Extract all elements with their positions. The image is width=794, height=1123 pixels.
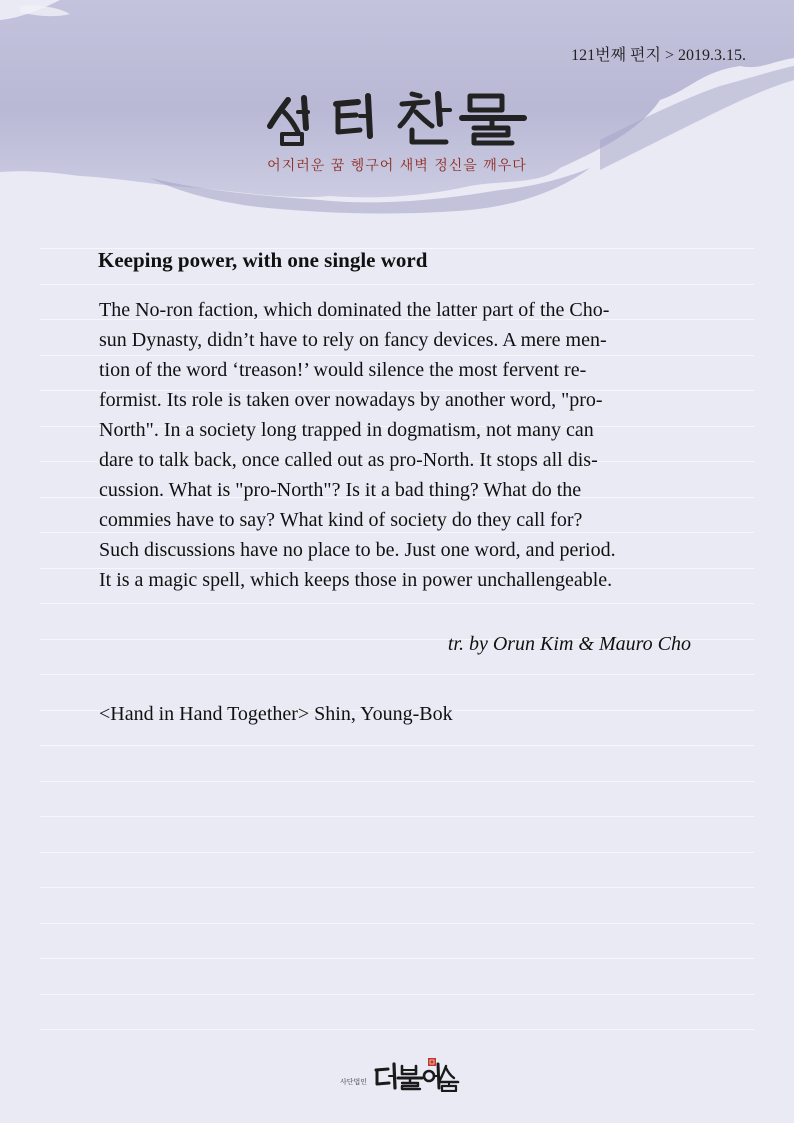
ruled-line bbox=[40, 958, 754, 959]
issue-date: 2019.3.15. bbox=[678, 47, 746, 64]
ruled-line bbox=[40, 1029, 754, 1030]
body-line: Such discussions have no place to be. Just one word, and period. bbox=[99, 539, 616, 561]
issue-meta bbox=[571, 42, 746, 65]
tagline-text: 어지러운 꿈 헹구어 새벽 정신을 깨우다 bbox=[267, 158, 527, 174]
deobureosup-logo bbox=[340, 1058, 460, 1092]
body-line: sun Dynasty, didn’t have to rely on fancy devices. A mere men- bbox=[99, 329, 607, 351]
ruled-line bbox=[40, 745, 754, 746]
ruled-line bbox=[40, 923, 754, 924]
body-line: It is a magic spell, which keeps those in power unchallengeable. bbox=[99, 569, 613, 591]
ruled-line bbox=[40, 674, 754, 675]
meta-separator: > bbox=[664, 47, 674, 64]
ruled-line bbox=[40, 603, 754, 604]
footer-small-text: 사단법인 bbox=[340, 1078, 368, 1086]
source-citation: <Hand in Hand Together> Shin, Young-Bok bbox=[99, 703, 453, 725]
tagline bbox=[0, 155, 794, 175]
red-seal-stamp bbox=[428, 1058, 436, 1066]
body-line: The No-ron faction, which dominated the latter part of the Cho- bbox=[99, 299, 610, 321]
ruled-line bbox=[40, 284, 754, 285]
ruled-line bbox=[40, 781, 754, 782]
ruled-line bbox=[40, 852, 754, 853]
ruled-line bbox=[40, 887, 754, 888]
article-title: Keeping power, with one single word bbox=[98, 248, 428, 272]
body-line: cussion. What is "pro-North"? Is it a bad thing? What do the bbox=[99, 479, 582, 501]
translator-credit: tr. by Orun Kim & Mauro Cho bbox=[447, 633, 691, 655]
ruled-line bbox=[40, 816, 754, 817]
body-line: North". In a society long trapped in dogmatism, not many can bbox=[99, 419, 594, 441]
article-body bbox=[99, 295, 699, 595]
body-line: commies have to say? What kind of society do they call for? bbox=[99, 509, 583, 531]
body-line: dare to talk back, once called out as pro-North. It stops all dis- bbox=[99, 449, 598, 471]
issue-number: 121번째 편지 bbox=[571, 47, 661, 64]
ruled-line bbox=[40, 994, 754, 995]
samteo-chanmul-calligraphy-logo bbox=[262, 88, 542, 148]
body-line: tion of the word ‘treason!’ would silence the most fervent re- bbox=[99, 359, 587, 381]
body-line: formist. Its role is taken over nowadays by another word, "pro- bbox=[99, 389, 603, 411]
